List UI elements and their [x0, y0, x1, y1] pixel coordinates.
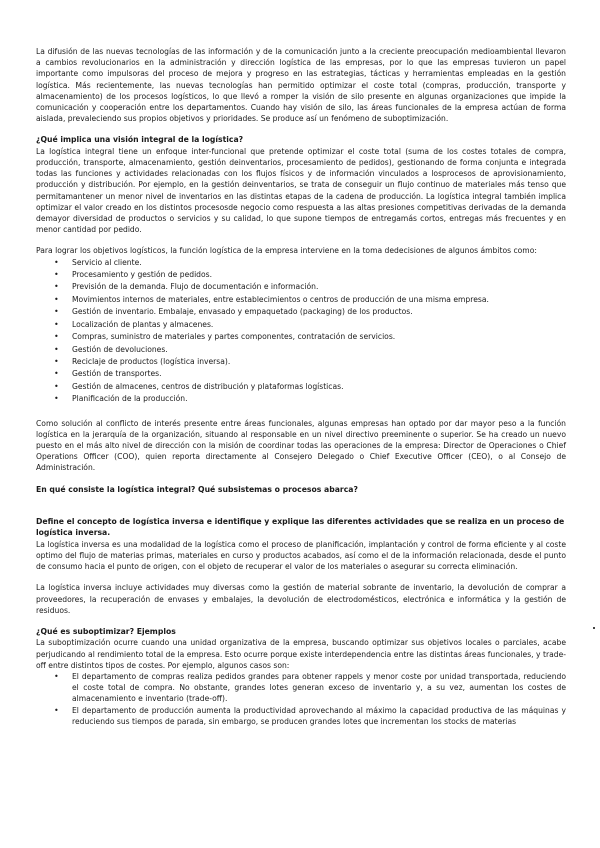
- paragraph-logistica-integral: La logística integral tiene un enfoque inter-funcional que pretende optimizar el coste total (suma de los costes totales de compra, producción, transporte, almacenamiento, gestión deinventarios, procesamiento de pedidos), gestionando de forma conjunta e integrada todas las funciones y actividades relacionadas con los flujos físicos y de información vinculados a losprocesos de aprovisionamiento, producción y distribución. Por ejemplo, en la gestión deinventarios, se trata de conseguir un flujo continuo de materiales más tenso que permitamantener un menor nivel de inventarios en las distintas etapas de la cadena de producción. La logística integral también implica optimizar el valor creado en los distintos procesosde negocio como respuesta a las altas presiones competitivas derivadas de la demanda demayor diversidad de productos o servicios y su calidad, lo que supone tiempos de entregamás cortos, entregas más frecuentes y en menor cantidad por pedido.: [36, 146, 566, 235]
- paragraph-logistica-inversa-def: La logística inversa es una modalidad de la logística como el proceso de planificación, implantación y control de forma eficiente y al coste optimo del flujo de materias primas, materiales en curso y productos acabados, así como el de la información relacionada, desde el punto de consumo hacia el punto de origen, con el objeto de recuperar el valor de los materiales o asegurar su correcta eliminación.: [36, 539, 566, 572]
- ejemplos-list: [36, 671, 566, 727]
- list-item: • Gestión de transportes.: [72, 368, 566, 380]
- list-item: • El departamento de producción aumenta la productividad aprovechando al máximo la capacidad productiva de las máquinas y reduciendo sus tiempos de parada, sin embargo, se producen grandes lotes que incrementan los stocks de materias: [72, 705, 566, 727]
- intro-paragraph: La difusión de las nuevas tecnologías de las información y de la comunicación junto a la creciente preocupación medioambiental llevaron a cambios revolucionarios en la administración y dirección logística de las empresas, por lo que las empresas tuvieron un papel importante como impulsoras del proceso de mejora y progreso en las estrategias, tácticas y herramientas empleadas en la gestión logística. Más recientemente, las nuevas tecnologías han permitido optimizar el coste total (compras, producción, transporte y almacenamiento) de los procesos logísticos, lo que llevó a romper la visión de silo presente en algunas organizaciones que impide la comunicación y cooperación entre los departamentos. Cuando hay visión de silo, las áreas funcionales de la empresa actúan de forma aislada, prevaleciendo sus propios objetivos y prioridades. Se produce así un fenómeno de suboptimización.: [36, 47, 566, 124]
- list-item: • Previsión de la demanda. Flujo de documentación e información.: [72, 281, 566, 293]
- margin-mark: [593, 627, 595, 629]
- list-item: • Gestión de inventario. Embalaje, envasado y empaquetado (packaging) de los productos.: [72, 306, 566, 318]
- document-page: [36, 46, 566, 727]
- list-item: • El departamento de compras realiza pedidos grandes para obtener rappels y menor coste por unidad transportada, reduciendo el coste total de compra. No obstante, grandes lotes generan exceso de inventario y, a su vez, aumentan los costes de almacenamiento e inventario (trade-off).: [72, 671, 566, 705]
- list-item: • Planificación de la producción.: [72, 393, 566, 405]
- list-item: • Reciclaje de productos (logística inversa).: [72, 356, 566, 368]
- list-item: • Servicio al cliente.: [72, 257, 566, 269]
- section-heading-subsistemas: En qué consiste la logística integral? Qué subsistemas o procesos abarca?: [36, 484, 358, 494]
- paragraph-suboptimizacion: La suboptimización ocurre cuando una unidad organizativa de la empresa, buscando optimizar sus objetivos locales o parciales, acabe perjudicando al rendimiento total de la empresa. Esto ocurre porque existe interdependencia entre las distintas áreas funcionales, y trade-off entre distintos tipos de costes. Por ejemplo, algunos casos son:: [36, 638, 566, 670]
- paragraph-objetivos: Para lograr los objetivos logísticos, la función logística de la empresa interviene en la toma dedecisiones de algunos ámbitos como:: [36, 246, 537, 256]
- list-item: • Procesamiento y gestión de pedidos.: [72, 269, 566, 281]
- section-heading-logistica-inversa: Define el concepto de logística inversa e identifique y explique las diferentes actividades que se realiza en un proceso de logística inversa.: [36, 516, 565, 538]
- list-item: • Localización de plantas y almacenes.: [72, 319, 566, 331]
- section-heading-vision-integral: ¿Qué implica una visión integral de la logística?: [36, 135, 244, 145]
- section-heading-suboptimizar: ¿Qué es suboptimizar? Ejemplos: [36, 626, 176, 636]
- paragraph-logistica-inversa-actividades: La logística inversa incluye actividades muy diversas como la gestión de material sobrante de inventario, la devolución de comprar a proveedores, la recuperación de envases y embalajes, la devolución de electrodomésticos, electrónica e informática y la gestión de residuos.: [36, 583, 566, 615]
- list-item: • Compras, suministro de materiales y partes componentes, contratación de servicios.: [72, 331, 566, 343]
- list-item: • Gestión de almacenes, centros de distribución y plataformas logísticas.: [72, 381, 566, 393]
- list-item: • Movimientos internos de materiales, entre establecimientos o centros de producción de una misma empresa.: [72, 294, 566, 306]
- ambitos-list: [36, 257, 566, 406]
- paragraph-coo: Como solución al conflicto de interés presente entre áreas funcionales, algunas empresas han optado por dar mayor peso a la función logística en la jerarquía de la organización, situando al responsable en un nivel directivo preeminente o superior. Se ha creado un nuevo puesto en el más alto nivel de dirección con la misión de coordinar todas las operaciones de la empresa: Director de Operaciones o Chief Operations Officer (COO), quien reporta directamente al Consejero Delegado o Chief Executive Officer (CEO), o al Consejo de Administración.: [36, 418, 566, 473]
- list-item: • Gestión de devoluciones.: [72, 344, 566, 356]
